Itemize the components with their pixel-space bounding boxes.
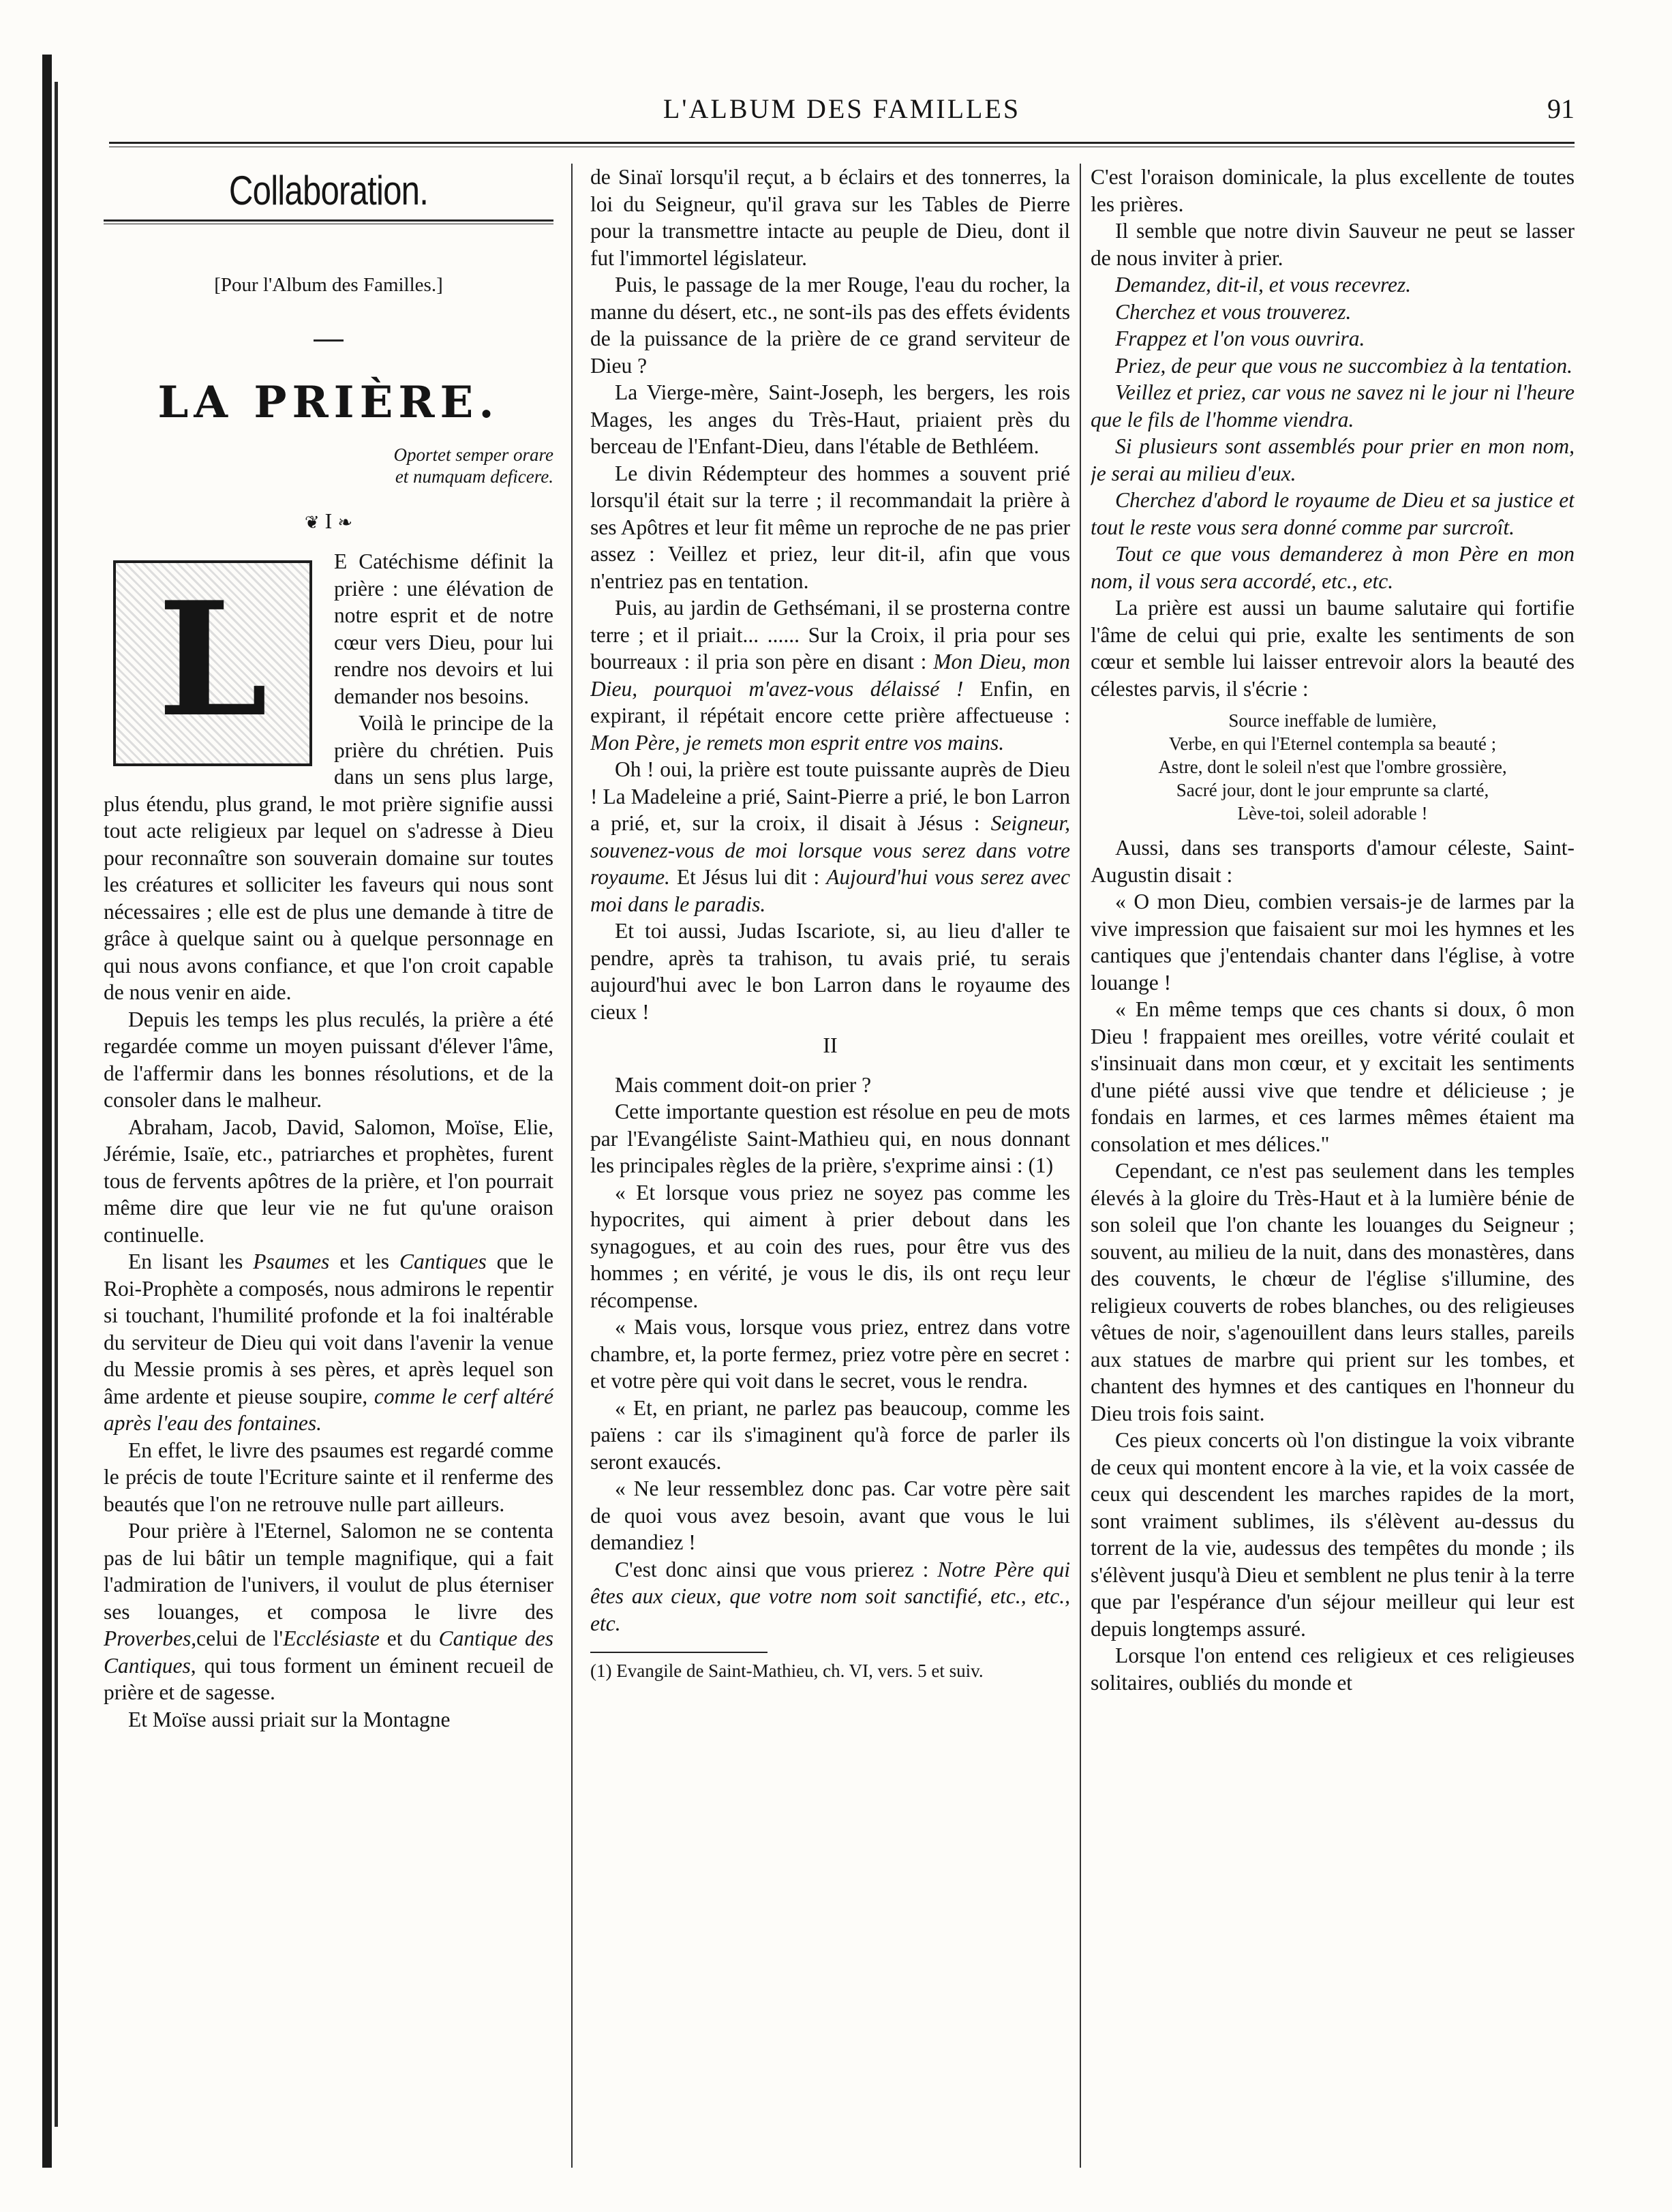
column-rule-2 [1080,164,1081,2168]
paragraph: de Sinaï lorsqu'il reçut, a b éclairs et des tonnerres, la loi du Seigneur, qu'il grava sur les Tables de Pierre pour la transmettre intacte au peuple de Dieu, dont il fut l'immortel législateur. [590,165,1070,270]
scripture-quote: Frappez et l'on vous ouvrira. [1115,327,1365,350]
part-number-2: II [823,1033,838,1057]
paragraph: Abraham, Jacob, David, Salomon, Moïse, Elie, Jérémie, Isaïe, etc., patriarches et prophètes, furent tous de fervents apôtres de la prière, et l'on pourrait même dire que leur vie ne fut qu'une oraison continuelle. [104,1115,553,1247]
paragraph: Il semble que notre divin Sauveur ne peut se lasser de nous inviter à prier. [1091,219,1575,270]
epigraph-line-2: et numquam deficere. [395,466,553,487]
scripture-quote: Veillez et priez, car vous ne savez ni le jour ni l'heure que le fils de l'homme viendra. [1091,380,1575,431]
paragraph: Voilà le principe de la prière du chrétien. Puis dans un sens plus large, plus étendu, plus grand, le mot prière signifie aussi tout acte religieux par lequel on s'adresse à Dieu pour reconnaître son souverain domaine sur toutes les créatures et solliciter les faveurs qui nous sont nécessaires ; elle est de plus une demande à titre de grâce à quelque saint ou à quelque personnage en qui nous avons confiance, et que l'on croit capable de nous venir en aide. [104,711,553,1004]
binding-edge [42,55,52,2168]
scripture-quote: Tout ce que vous demanderez à mon Père en mon nom, il vous sera accordé, etc., etc. [1091,542,1575,593]
paragraph: Pour prière à l'Eternel, Salomon ne se contenta pas de lui bâtir un temple magnifique, qui a fait l'admiration de l'univers, il voulut de plus éterniser ses louanges, et composa le livre des Proverbes,celui de l'Ecclésiaste et du Cantique des Cantiques, qui tous forment un éminent recueil de prière et de sagesse. [104,1519,553,1704]
fleuron-icon: ❦ [304,512,320,532]
paragraph: En lisant les Psaumes et les Cantiques que le Roi-Prophète a composés, nous admirons le repentir si touchant, l'humilité profonde et la foi inaltérable du serviteur de Dieu qui voit dans l'avenir la venue du Messie promis à ses pères, et après lequel son âme ardente et pieuse soupire, comme le cerf altéré après l'eau des fontaines. [104,1249,553,1435]
title-dash [314,339,344,342]
paragraph: « Et lorsque vous priez ne soyez pas comme les hypocrites, qui aiment à prier debout dans les synagogues, et au coin des rues, pour être vus des hommes ; en vérité, je vous le dis, ils ont reçu leur récompense. [590,1180,1070,1312]
poem-line: Verbe, en qui l'Eternel contempla sa beauté ; [1168,733,1497,754]
footnote: (1) Evangile de Saint-Mathieu, ch. VI, vers. 5 et suiv. [590,1661,984,1681]
paragraph: Depuis les temps les plus reculés, la prière a été regardée comme un moyen puissant d'élever l'âme, de l'affermir dans les bonnes résolutions, et de la consoler dans le malheur. [104,1007,553,1112]
paragraph: Cependant, ce n'est pas seulement dans les temples élevés à la gloire du Très-Haut et à la lumière bénie de son soleil que l'on chante les louanges du Seigneur ; souvent, au milieu de la nuit, dans des monastères, dans des couvents, le chœur de l'église s'illumine, des religieux couverts de robes blanches, ou des religieuses vêtues de noir, s'agenouillent dans leurs stalles, pareils aux statues de marbre qui prient sur les tombes, et chantent des hymnes et des cantiques en l'honneur du Dieu trois fois saint. [1091,1159,1575,1425]
initial-letter: L [157,568,268,752]
paragraph: « O mon Dieu, combien versais-je de larmes par la vive impression que faisaient sur moi les hymnes et les cantiques que j'entendais chanter dans l'église, à votre louange ! [1091,890,1575,995]
scripture-quote: Priez, de peur que vous ne succombiez à la tentation. [1115,353,1572,378]
section-heading: Collaboration. [228,168,429,213]
epigraph-line-1: Oportet semper orare [393,444,553,465]
page-number: 91 [1547,93,1575,124]
article-title: LA PRIÈRE. [157,377,500,428]
scripture-quote: Cherchez d'abord le royaume de Dieu et sa justice et tout le reste vous sera donné comme par surcroît. [1091,488,1575,539]
scripture-quote: Si plusieurs sont assemblés pour prier en mon nom, je serai au milieu d'eux. [1091,434,1575,485]
paragraph: E Catéchisme définit la prière : une élévation de notre esprit et de notre cœur vers Dieu, pour lui rendre nos devoirs et lui demander nos besoins. [334,549,553,708]
paragraph: Le divin Rédempteur des hommes a souvent prié lorsqu'il était sur la terre ; il recommandait la prière à ses Apôtres et leur fit même un reproche de ne pas prier assez : Veillez et priez, leur dit-il, afin que vous n'entriez pas en tentation. [590,461,1070,593]
decorated-initial [104,551,322,776]
paragraph: Aussi, dans ses transports d'amour céleste, Saint-Augustin disait : [1091,836,1575,887]
paragraph: Mais comment doit-on prier ? [615,1072,872,1097]
paragraph: « Mais vous, lorsque vous priez, entrez dans votre chambre, et, la porte fermez, priez votre père en secret : et votre père qui voit dans le secret, vous le rendra. [590,1315,1070,1393]
binding-edge-inner [55,82,58,2127]
paragraph: « Et, en priant, ne parlez pas beaucoup, comme les païens : car ils s'imaginent qu'à force de parler ils seront exaucés. [590,1395,1070,1474]
part-number-1-text: I [324,508,333,533]
header-rule [109,142,1575,147]
attribution: [Pour l'Album des Familles.] [214,273,443,296]
column-rule-1 [571,164,573,2168]
scripture-quote: Cherchez et vous trouverez. [1115,299,1352,324]
paragraph: Puis, le passage de la mer Rouge, l'eau du rocher, la manne du désert, etc., ne sont-ils pas des effets évidents de la puissance de la prière de ce grand serviteur de Dieu ? [590,273,1070,378]
paragraph: Et toi aussi, Judas Iscariote, si, au lieu d'aller te pendre, après ta trahison, tu avais prié, tu serais aujourd'hui avec le bon Larron dans le royaume des cieux ! [590,919,1070,1024]
paragraph: Cette importante question est résolue en peu de mots par l'Evangéliste Saint-Mathieu qui, en nous donnant les principales règles de la prière, s'exprime ainsi : (1) [590,1100,1070,1177]
column-3 [1091,164,1575,2154]
paragraph: La Vierge-mère, Saint-Joseph, les bergers, les rois Mages, les anges du Très-Haut, priaient près du berceau de l'Enfant-Dieu, dans l'étable de Bethléem. [590,380,1070,458]
paragraph: Lorsque l'on entend ces religieux et ces religieuses solitaires, oubliés du monde et [1091,1643,1575,1695]
part-number-1 [104,508,553,536]
poem-line: Sacré jour, dont le jour emprunte sa clarté, [1176,780,1489,800]
section-rule [104,219,553,224]
column-1 [104,164,553,2154]
paragraph: Puis, au jardin de Gethsémani, il se prosterna contre terre ; et il priait... ...... Sur la Croix, il pria pour ses bourreaux : il pria son père en disant : Mon Dieu, mon Dieu, pourquoi m'avez-vous délaissé ! Enfin, en expirant, il répétait encore cette prière affectueuse : Mon Père, je remets mon esprit entre vos mains. [590,596,1070,755]
footnote-rule [590,1652,767,1653]
paragraph: Et Moïse aussi priait sur la Montagne [128,1707,451,1731]
paragraph: En effet, le livre des psaumes est regardé comme le précis de toute l'Ecriture sainte et il renferme des beautés que l'on ne retrouve nulle part ailleurs. [104,1438,553,1516]
poem-line: Lève-toi, soleil adorable ! [1237,803,1428,823]
paragraph: C'est l'oraison dominicale, la plus excellente de toutes les prières. [1091,165,1575,216]
fleuron-icon: ❧ [337,512,353,532]
running-title: L'ALBUM DES FAMILLES [663,93,1021,124]
running-head [109,93,1575,134]
scripture-quote: Demandez, dit-il, et vous recevrez. [1115,273,1412,297]
paragraph: Oh ! oui, la prière est toute puissante auprès de Dieu ! La Madeleine a prié, Saint-Pierre a prié, le bon Larron a prié, et, sur la croix, il disait à Jésus : Seigneur, souvenez-vous de moi lorsque vous serez dans votre royaume. Et Jésus lui dit : Aujourd'hui vous serez avec moi dans le paradis. [590,757,1070,916]
paragraph: C'est donc ainsi que vous prierez : Notre Père qui êtes aux cieux, que votre nom soit sanctifié, etc., etc., etc. [590,1557,1070,1635]
paragraph: « Ne leur ressemblez donc pas. Car votre père sait de quoi vous avez besoin, avant que vous le lui demandiez ! [590,1476,1070,1554]
paragraph: La prière est aussi un baume salutaire qui fortifie l'âme de celui qui prie, exalte les sentiments de son cœur et semble lui laisser entrevoir alors la beauté des célestes parvis, il s'écrie : [1091,596,1575,701]
poem-line: Astre, dont le soleil n'est que l'ombre grossière, [1158,757,1507,777]
column-2 [590,164,1070,2154]
poem-line: Source ineffable de lumière, [1228,710,1437,731]
poem [1091,709,1575,825]
paragraph: « En même temps que ces chants si doux, ô mon Dieu ! frappaient mes oreilles, votre vérité coulait et s'insinuait dans mon cœur, et y excitait les sentiments d'une piété aussi vive que tendre et délicieuse ; je fondais en larmes, et ces larmes mêmes étaient ma consolation et mes délices." [1091,997,1575,1156]
paragraph: Ces pieux concerts où l'on distingue la voix vibrante de ceux qui montent encore à la vie, et la voix cassée de ceux qui descendent les marches rapides de la mort, sont vraiment sublimes, ils s'élèvent au-dessus du torrent de la vie, audessus des tempêtes du monde ; ils s'élèvent jusqu'à Dieu et semblent ne plus tenir à la terre que par l'espérance d'un séjour meilleur qui leur est depuis longtemps assuré. [1091,1428,1575,1641]
epigraph [104,444,553,487]
